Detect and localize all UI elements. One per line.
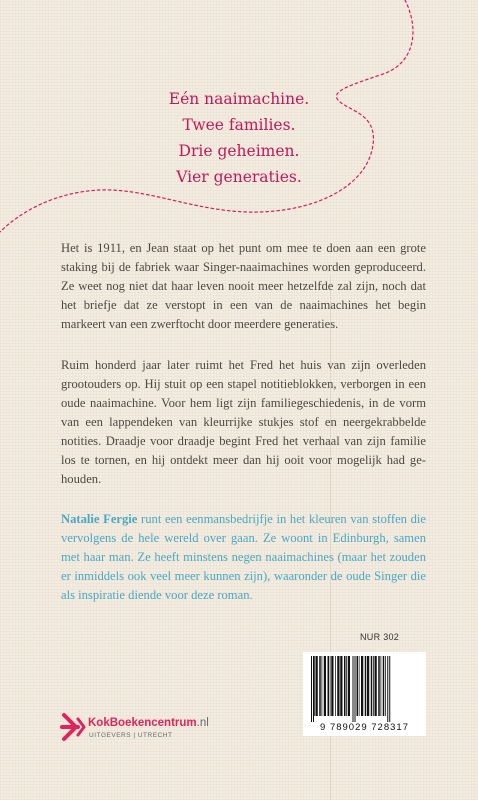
barcode-bar xyxy=(319,656,321,716)
barcode-bar xyxy=(340,656,342,716)
barcode-bar xyxy=(330,656,331,716)
barcode-bar xyxy=(337,656,339,716)
nur-code: NUR 302 xyxy=(360,632,400,642)
barcode-bar xyxy=(311,656,312,722)
barcode-bar xyxy=(381,656,382,716)
barcode-bar xyxy=(348,656,350,716)
publisher-name-suffix: .nl xyxy=(196,717,209,729)
barcode-bars xyxy=(303,652,426,724)
barcode-bar xyxy=(373,656,374,716)
barcode-bar xyxy=(359,656,360,716)
barcode-bar xyxy=(331,656,333,716)
author-bio-text: runt een eenmansbedrijfje in het kleuren van stoffen die vervolgens de hele wereld over gaan. Ze woont in Edinburgh, samen met haar man. Ze heeft minstens negen naaimachines (maar het zouden er inmiddels ook veel meer kunnen zijn), waaronder de oude Singer die als inspiratie diende voor deze roman. xyxy=(61,512,426,602)
barcode-bar xyxy=(353,656,354,722)
publisher-logo xyxy=(58,711,268,751)
barcode-bar xyxy=(365,656,367,716)
barcode-bar xyxy=(383,656,385,716)
tagline-line: Vier generaties. xyxy=(176,168,302,186)
barcode-bar xyxy=(371,656,373,716)
publisher-logo-icon xyxy=(58,711,88,743)
barcode-bar xyxy=(355,656,356,722)
barcode-bar xyxy=(316,656,318,716)
barcode-bar xyxy=(335,656,336,716)
barcode-bar xyxy=(385,656,386,716)
barcode-bar xyxy=(346,656,347,716)
publisher-name-bold: KokBoekencentrum xyxy=(88,717,197,729)
barcode-bar xyxy=(328,656,330,716)
barcode-bar xyxy=(387,656,388,722)
barcode-digits: 9 789029 728317 xyxy=(320,722,409,733)
tagline-line: Eén naaimachine. xyxy=(168,90,310,108)
barcode-bar xyxy=(389,656,390,722)
publisher-name xyxy=(88,717,209,729)
barcode-bar xyxy=(322,656,323,716)
blurb-paragraph-1: Het is 1911, en Jean staat op het punt om mee te doen aan een grote staking bij de fabriek waar Singer-naaimachines worden geproduceerd. Ze weet nog niet dat haar leven nooit meer hetzelfde zal zijn, noch dat het briefje dat ze verstopt in een van de naaimachines het begin markeert van een zwerftocht door meerdere generaties. xyxy=(61,241,426,331)
barcode-bar xyxy=(344,656,346,716)
tagline-line: Twee families. xyxy=(182,116,296,134)
isbn-barcode xyxy=(303,652,426,736)
author-bio xyxy=(61,510,426,605)
tagline xyxy=(0,86,478,190)
barcode-bar xyxy=(375,656,377,716)
barcode-bar xyxy=(314,656,315,716)
author-name: Natalie Fergie xyxy=(61,512,138,526)
barcode-bar xyxy=(313,656,314,722)
publisher-subtitle: UITGEVERS | UTRECHT xyxy=(89,732,173,739)
barcode-bar xyxy=(361,656,363,716)
barcode-bar xyxy=(324,656,326,716)
barcode-bar xyxy=(357,656,359,716)
blurb-paragraph-2: Ruim honderd jaar later ruimt het Fred het huis van zijn overleden grootouders op. Hij stuit op een stapel notitieblokken, verborgen in een oude naaimachine. Voor hem ligt zijn familiegeschiedenis, in de vorm van een lappendeken van kleurrijke stukjes stof en neergekrabbelde notities. Draadje voor draadje begint Fred het verhaal van zijn familie los te tornen, en hij ontdekt meer dan hij ooit voor mogelijk had ge-houden. xyxy=(61,358,426,486)
barcode-bar xyxy=(378,656,380,716)
tagline-line: Drie geheimen. xyxy=(178,142,300,160)
barcode-bar xyxy=(367,656,369,716)
